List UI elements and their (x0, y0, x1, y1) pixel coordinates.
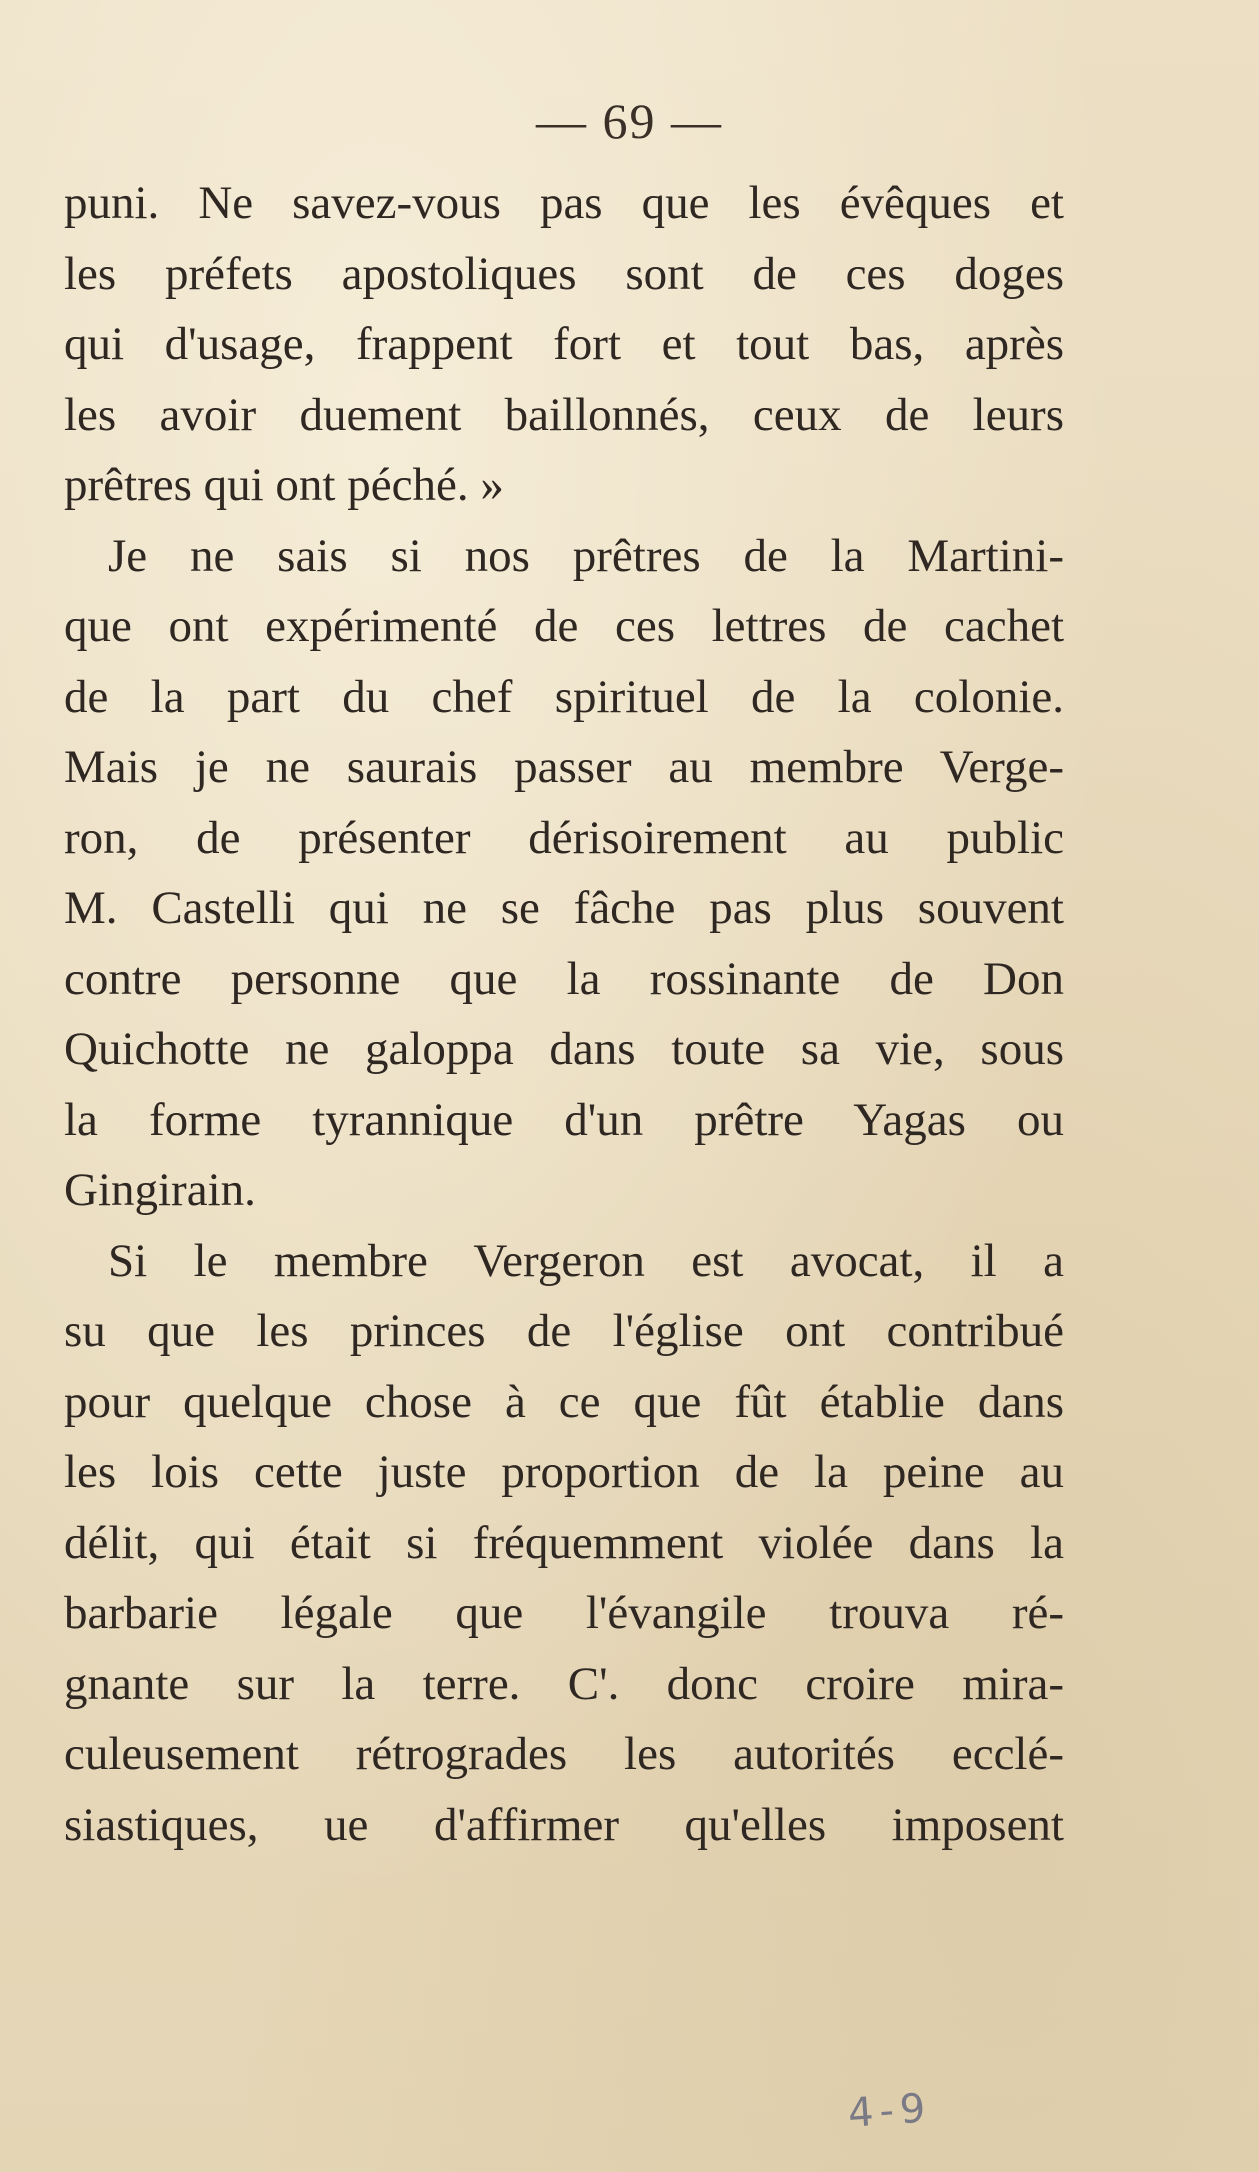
text-line-5: prêtres qui ont péché. » (64, 459, 504, 511)
text-line-17: su que les princes de l'église ont contribué (64, 1305, 1064, 1357)
text-line-3: qui d'usage, frappent fort et tout bas, après (64, 318, 1064, 370)
text-line-12: contre personne que la rossinante de Don (64, 952, 1064, 1005)
text-line-10: ron, de présenter dérisoirement au public (64, 811, 1064, 864)
text-line-4: les avoir duement baillonnés, ceux de leurs (64, 388, 1064, 441)
text-line-1: puni. Ne savez-vous pas que les évêques et (64, 177, 1064, 229)
text-line-9: Mais je ne saurais passer au membre Verge- (64, 741, 1064, 793)
text-line-23: culeusement rétrogrades les autorités ecclé- (64, 1728, 1064, 1780)
text-line-13: Quichotte ne galoppa dans toute sa vie, sous (64, 1023, 1064, 1075)
body-text (64, 168, 1064, 1860)
text-line-20: délit, qui était si fréquemment violée dans la (64, 1516, 1064, 1569)
text-line-8: de la part du chef spirituel de la colonie. (64, 670, 1064, 723)
text-line-22: gnante sur la terre. C'. donc croire mira- (64, 1657, 1064, 1710)
text-line-2: les préfets apostoliques sont de ces doges (64, 247, 1064, 300)
text-line-14: la forme tyrannique d'un prêtre Yagas ou (64, 1093, 1064, 1146)
text-line-11: M. Castelli qui ne se fâche pas plus souvent (64, 882, 1064, 934)
text-line-19: les lois cette juste proportion de la peine au (64, 1446, 1064, 1498)
text-line-24: siastiques, ue d'affirmer qu'elles imposent (64, 1798, 1064, 1851)
text-line-7: que ont expérimenté de ces lettres de cachet (64, 600, 1064, 652)
text-line-16: Si le membre Vergeron est avocat, il a (108, 1234, 1064, 1287)
text-line-18: pour quelque chose à ce que fût établie dans (64, 1375, 1064, 1428)
handwritten-note: 4-9 (846, 2085, 933, 2137)
text-line-21: barbarie légale que l'évangile trouva ré- (64, 1587, 1064, 1639)
text-line-15: Gingirain. (64, 1164, 256, 1216)
text-line-6: Je ne sais si nos prêtres de la Martini- (108, 529, 1064, 582)
page-number: — 69 — (536, 93, 723, 149)
